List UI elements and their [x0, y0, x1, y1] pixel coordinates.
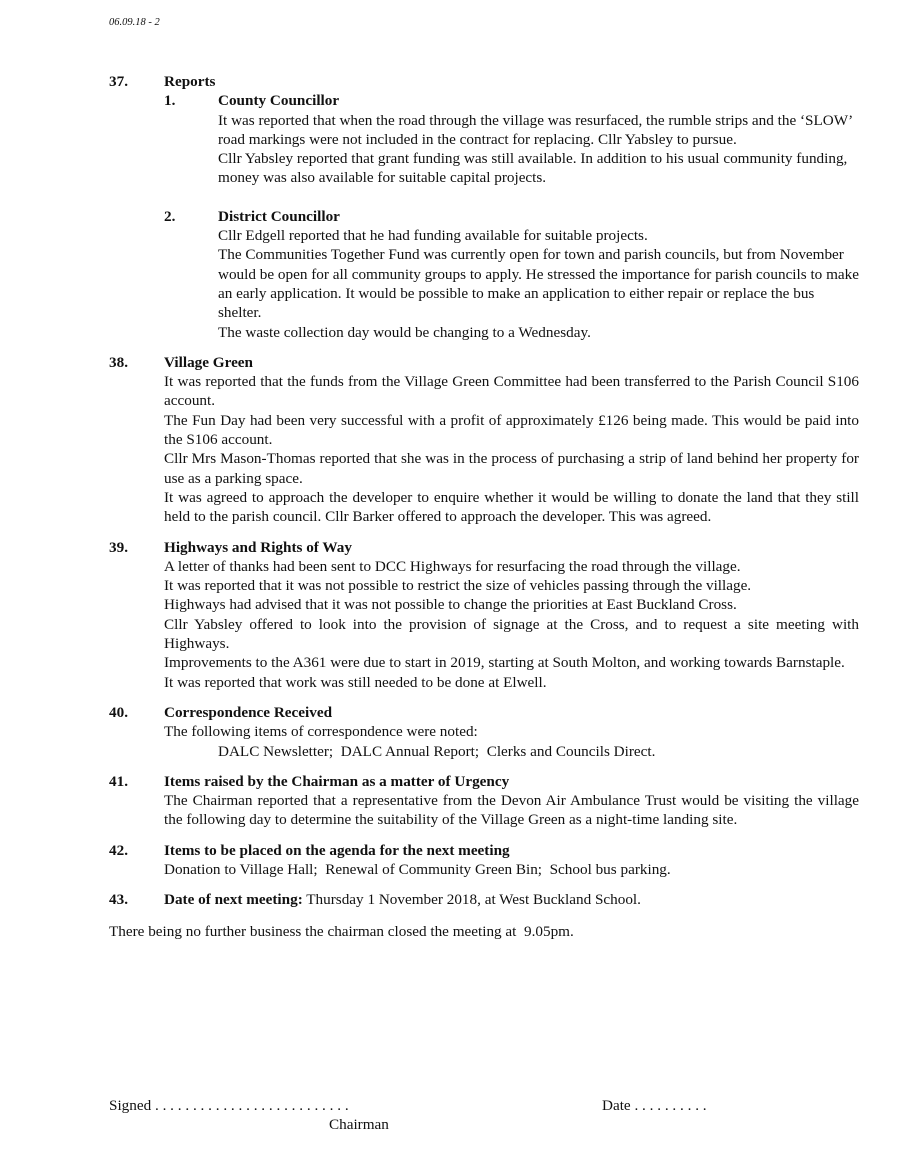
next-meeting-label: Date of next meeting: — [164, 891, 303, 909]
item-title: Village Green — [164, 353, 253, 371]
paragraph: It was reported that the funds from the Village Green Committee had been transferred to the Parish Council S106 account. — [164, 373, 859, 410]
paragraph: The waste collection day would be changing to a Wednesday. — [218, 323, 591, 341]
subitem-title: District Councillor — [218, 207, 340, 225]
item-title: Items to be placed on the agenda for the next meeting — [164, 841, 510, 859]
paragraph: Highways had advised that it was not possible to change the priorities at East Buckland Cross. — [164, 596, 737, 614]
item-42-next-agenda — [109, 841, 859, 880]
page-reference: 06.09.18 - 2 — [109, 17, 160, 28]
signed-line: Signed . . . . . . . . . . . . . . . . . . . . . . . . . . — [109, 1097, 349, 1114]
paragraph: Cllr Edgell reported that he had funding available for suitable projects. — [218, 227, 648, 245]
item-37-reports — [109, 72, 859, 342]
next-meeting-value: Thursday 1 November 2018, at West Buckland School. — [306, 891, 641, 909]
paragraph: Improvements to the A361 were due to start in 2019, starting at South Molton, and working towards Barnstaple. — [164, 654, 845, 672]
item-number: 38. — [109, 353, 128, 371]
paragraph: The following items of correspondence were noted: — [164, 723, 478, 741]
date-line: Date . . . . . . . . . . — [602, 1097, 707, 1114]
paragraph: It was reported that when the road through the village was resurfaced, the rumble strips and the ‘SLOW’ road markings were not included in the contract for replacing. Cllr Yabsley to pursue. — [218, 111, 853, 148]
paragraph: A letter of thanks had been sent to DCC Highways for resurfacing the road through the village. — [164, 557, 741, 575]
item-title: Correspondence Received — [164, 703, 333, 721]
paragraph: The Communities Together Fund was currently open for town and parish councils, but from November would be open for all community groups to apply. He stressed the importance for parish councils to make an early application. It would be possible to make an application to either repair or replace the bus shelter. — [218, 246, 859, 322]
closing-statement: There being no further business the chairman closed the meeting at 9.05pm. — [109, 922, 574, 940]
item-title: Highways and Rights of Way — [164, 538, 352, 556]
item-43-next-meeting — [109, 890, 859, 909]
paragraph: It was agreed to approach the developer to enquire whether it would be willing to donate the land that they still held to the parish council. Cllr Barker offered to approach the developer. This was agreed. — [164, 488, 859, 526]
item-number: 41. — [109, 772, 128, 790]
item-title: Items raised by the Chairman as a matter of Urgency — [164, 772, 510, 790]
item-38-village-green — [109, 353, 859, 527]
subitem-district-councillor — [164, 207, 859, 342]
paragraph: Donation to Village Hall; Renewal of Community Green Bin; School bus parking. — [164, 860, 671, 878]
paragraph: Cllr Mrs Mason-Thomas reported that she was in the process of purchasing a strip of land behind her property for use as a parking space. — [164, 450, 859, 487]
subitem-title: County Councillor — [218, 92, 340, 110]
subitem-number: 2. — [164, 207, 176, 225]
item-number: 37. — [109, 73, 128, 90]
correspondence-list: DALC Newsletter; DALC Annual Report; Clerks and Councils Direct. — [218, 742, 656, 760]
item-number: 39. — [109, 538, 128, 556]
paragraph: It was reported that it was not possible to restrict the size of vehicles passing through the village. — [164, 577, 752, 595]
item-number: 40. — [109, 703, 128, 721]
minutes-body — [109, 72, 859, 941]
paragraph: The Chairman reported that a representative from the Devon Air Ambulance Trust would be visiting the village the following day to determine the suitability of the Village Green as a night-time landing site. — [164, 792, 859, 829]
signature-block — [109, 1096, 859, 1136]
item-number: 42. — [109, 841, 128, 859]
paragraph: It was reported that work was still needed to be done at Elwell. — [164, 673, 547, 691]
item-title: Reports — [164, 73, 216, 90]
paragraph: Cllr Yabsley offered to look into the provision of signage at the Cross, and to request a site meeting with Highways. — [164, 615, 859, 653]
item-41-urgency — [109, 772, 859, 830]
paragraph: Cllr Yabsley reported that grant funding was still available. In addition to his usual community funding, money was also available for suitable capital projects. — [218, 150, 848, 187]
signatory-role: Chairman — [329, 1116, 389, 1133]
subitem-number: 1. — [164, 92, 176, 110]
item-40-correspondence — [109, 703, 859, 761]
item-number: 43. — [109, 891, 128, 909]
item-39-highways — [109, 538, 859, 692]
paragraph: The Fun Day had been very successful with a profit of approximately £126 being made. This would be paid into the S106 account. — [164, 411, 859, 449]
subitem-county-councillor — [164, 91, 859, 187]
